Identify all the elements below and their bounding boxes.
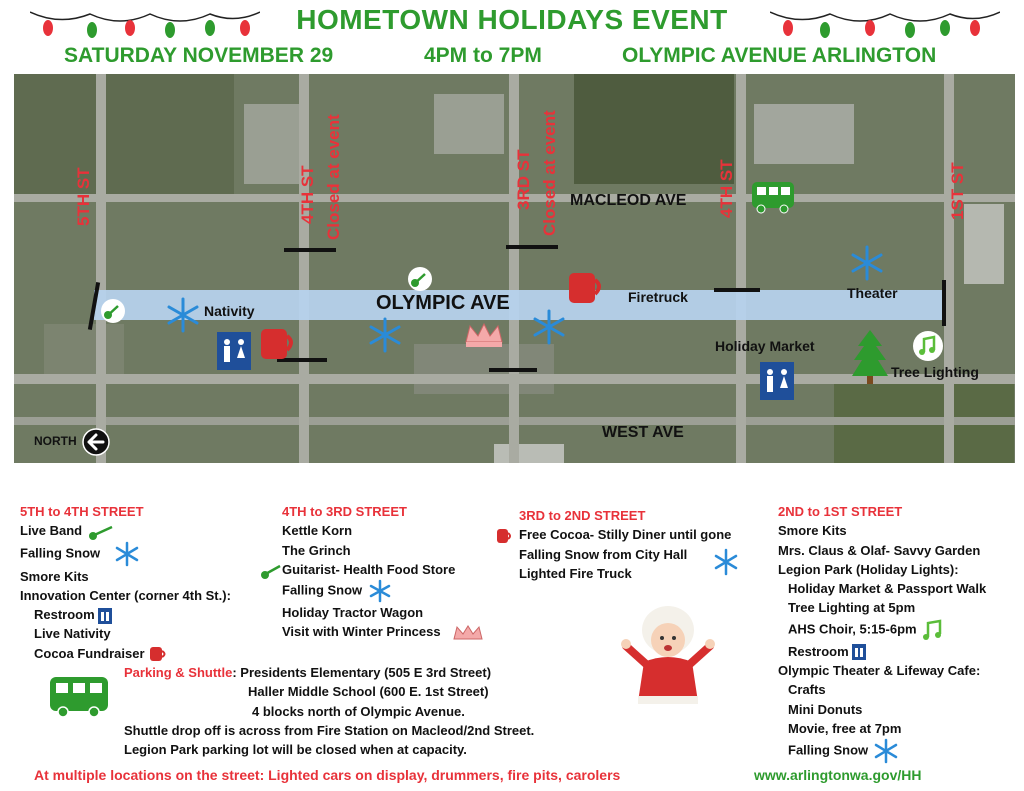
holiday-lights-icon — [770, 4, 1000, 44]
snowflake-icon — [712, 548, 740, 576]
list-item: Innovation Center (corner 4th St.): — [20, 587, 231, 603]
street-closed-3rd: Closed at event — [540, 110, 559, 236]
event-map — [14, 74, 1015, 463]
section-heading: 4TH to 3RD STREET — [282, 504, 407, 519]
list-item: Olympic Theater & Lifeway Cafe: — [778, 663, 981, 679]
list-item: Live Band — [20, 523, 83, 539]
list-item: Tree Lighting at 5pm — [788, 600, 916, 616]
firetruck-label: Firetruck — [628, 289, 688, 305]
street-closed-4th: Closed at event — [324, 114, 343, 240]
parking-line: Shuttle drop off is across from Fire Station on Macleod/2nd Street. — [124, 722, 535, 738]
street-label-5th: 5TH ST — [74, 167, 93, 226]
street-label-2nd: 4TH ST — [717, 159, 736, 218]
street-label-4th: 4TH ST — [298, 165, 317, 224]
list-item: Mini Donuts — [788, 701, 863, 717]
mrs-claus-icon — [618, 600, 718, 708]
guitar-icon — [258, 562, 284, 580]
holiday-market-label: Holiday Market — [715, 338, 815, 354]
list-item: Restroom — [788, 643, 849, 659]
list-item: Guitarist- Health Food Store — [282, 561, 456, 577]
north-arrow-icon — [82, 428, 110, 456]
list-item: Holiday Tractor Wagon — [282, 605, 424, 621]
list-item: Kettle Korn — [282, 523, 353, 539]
section-5th-4th — [20, 502, 231, 663]
section-2nd-1st — [778, 502, 986, 764]
section-4th-3rd — [282, 502, 484, 642]
cocoa-mug-icon — [565, 268, 605, 306]
guitar-icon — [86, 524, 116, 540]
list-item: Crafts — [788, 682, 826, 698]
north-label: NORTH — [34, 434, 77, 448]
nativity-label: Nativity — [204, 303, 255, 319]
shuttle-bus-icon — [750, 180, 796, 214]
restroom-icon — [760, 362, 794, 400]
snowflake-icon — [164, 296, 202, 334]
parking-label: Parking & Shuttle — [124, 665, 233, 680]
theater-label: Theater — [847, 285, 898, 301]
closure-bar — [714, 288, 760, 292]
parking-shuttle-info — [124, 663, 534, 759]
christmas-tree-icon — [850, 328, 890, 388]
list-item: Falling Snow — [282, 582, 363, 598]
event-title: HOMETOWN HOLIDAYS EVENT — [296, 4, 728, 35]
list-item: Falling Snow — [20, 545, 101, 561]
event-time: 4PM to 7PM — [424, 44, 542, 67]
list-item: Falling Snow from City Hall — [519, 546, 688, 562]
closure-bar — [506, 245, 558, 249]
parking-line: Haller Middle School (600 E. 1st Street) — [248, 684, 489, 700]
restroom-icon — [217, 332, 251, 370]
crown-icon — [464, 322, 504, 348]
holiday-lights-icon — [30, 4, 260, 44]
closure-bar — [942, 280, 946, 326]
restroom-icon — [98, 608, 112, 624]
tree-lighting-label: Tree Lighting — [891, 364, 979, 380]
section-heading: 5TH to 4TH STREET — [20, 504, 144, 519]
west-ave-label: WEST AVE — [602, 424, 684, 441]
section-heading: 2ND to 1ST STREET — [778, 504, 903, 519]
website-link[interactable]: www.arlingtonwa.gov/HH — [754, 767, 922, 783]
street-label-1st: 1ST ST — [948, 162, 967, 220]
closure-bar — [489, 368, 537, 372]
olympic-ave-label: OLYMPIC AVE — [376, 292, 510, 314]
event-date: SATURDAY NOVEMBER 29 — [64, 44, 334, 67]
guitar-icon — [100, 298, 126, 324]
list-item: Falling Snow — [788, 742, 869, 758]
music-note-icon — [912, 330, 944, 362]
snowflake-icon — [112, 541, 142, 567]
parking-line: : Presidents Elementary (505 E 3rd Street) — [232, 665, 492, 680]
cocoa-mug-icon — [495, 527, 513, 545]
list-item: Smore Kits — [20, 568, 89, 584]
footer-note: At multiple locations on the street: Lighted cars on display, drummers, fire pits, carolers — [34, 767, 621, 783]
list-item: Visit with Winter Princess — [282, 624, 441, 640]
snowflake-icon — [366, 316, 404, 354]
crown-icon — [452, 624, 484, 642]
street-label-3rd: 3RD ST — [514, 149, 533, 210]
snowflake-icon — [872, 738, 900, 764]
list-item: Cocoa Fundraiser — [34, 645, 145, 661]
list-item: Live Nativity — [34, 626, 111, 642]
parking-line: Legion Park parking lot will be closed when at capacity. — [124, 742, 467, 758]
list-item: Movie, free at 7pm — [788, 720, 902, 736]
guitar-icon — [407, 266, 433, 292]
list-item: Mrs. Claus & Olaf- Savvy Garden — [778, 542, 981, 558]
list-item: AHS Choir, 5:15-6pm — [788, 621, 917, 637]
closure-bar — [284, 248, 336, 252]
event-location: OLYMPIC AVENUE ARLINGTON — [622, 44, 937, 67]
parking-line: 4 blocks north of Olympic Avenue. — [252, 703, 465, 719]
shuttle-bus-icon — [48, 675, 110, 719]
list-item: Lighted Fire Truck — [519, 565, 632, 581]
restroom-icon — [852, 644, 866, 660]
snowflake-icon — [366, 579, 394, 603]
list-item: Free Cocoa- Stilly Diner until gone — [519, 527, 732, 543]
list-item: Restroom — [34, 607, 95, 623]
list-item: Smore Kits — [778, 523, 847, 539]
snowflake-icon — [848, 244, 886, 282]
macleod-ave-label: MACLEOD AVE — [570, 192, 687, 209]
section-heading: 3RD to 2ND STREET — [519, 508, 646, 523]
list-item: Legion Park (Holiday Lights): — [778, 561, 959, 577]
section-3rd-2nd — [519, 506, 731, 583]
list-item: The Grinch — [282, 542, 351, 558]
music-note-icon — [920, 618, 946, 642]
list-item: Holiday Market & Passport Walk — [788, 581, 987, 597]
snowflake-icon — [530, 308, 568, 346]
cocoa-mug-icon — [257, 324, 297, 362]
cocoa-mug-icon — [148, 645, 168, 663]
